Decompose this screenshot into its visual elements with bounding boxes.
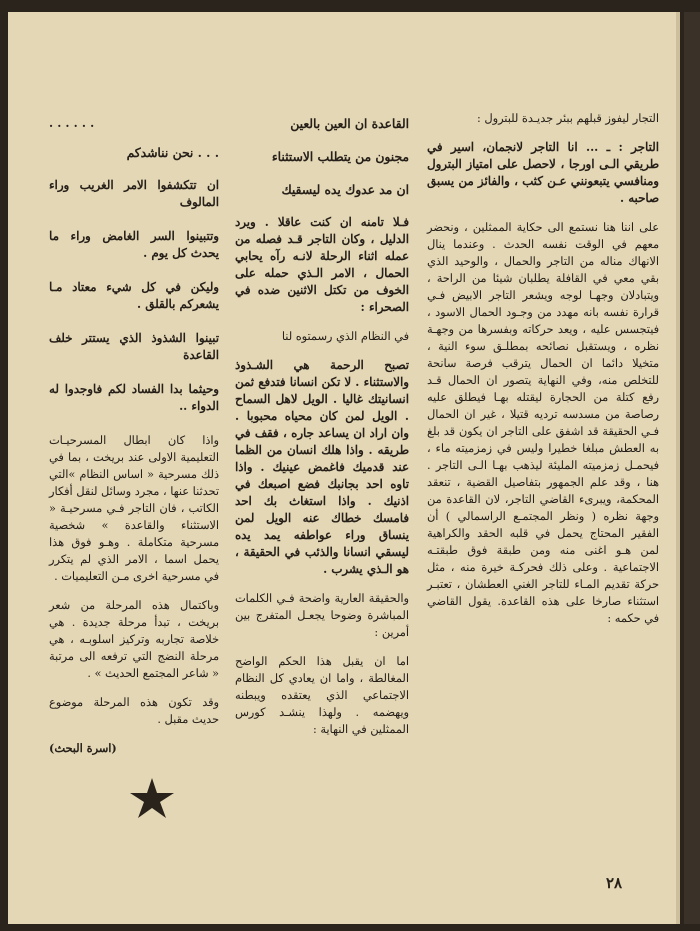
page-edge [684,12,700,924]
verse-line: تبينوا الشذوذ الذي يستتر خلف القاعدة [49,331,219,362]
verse-heading: ان مد عدوك يده ليسقيك [281,182,409,197]
paragraph: اما ان يقبل هذا الحكم الواضح المغالطة ، واما ان يعادي كل النظام الاجتماعي الذي يعتقده ويبطنه ويهضمه . ولهذا ينشـد كورس الممثلين في النهاية : [235,655,409,736]
verse-heading: مجنون من يتطلب الاستثناء [271,149,409,164]
paragraph: وقد تكون هذه المرحلة موضوع حديث مقبل . [49,696,219,726]
signature: (اسرة البحث) [49,741,117,755]
paragraph: وباكتمال هذه المرحلة من شعر بريخت ، تبدأ مرحلة جديدة . هي خلاصة تجاربه وتركيز اسلوبـه ، هي مرحلة النضج التي ترفعه الى مرتبة « شاعر المجتمع الحديث » . [49,599,219,680]
paragraph: التجار ليفوز قبلهم ببئر جديـدة للبترول : [477,112,659,125]
ellipsis: . . . . . . [49,116,95,130]
right-column [427,110,659,639]
paragraph: في النظام الذي رسمتوه لنا [281,330,409,343]
middle-column [235,115,409,750]
paragraph: واذا كان ابطال المسرحيـات التعليمية الاولى عند بريخت ، بما في ذلك مسرحية « اساس النظام »التي تحدثنا عنها ، مجرد وسائل لنقل أفكار الكاتب ، فان التاجر فـي مسرحيـة « الاستثناء والقاعدة » شخصية مسرحية متكاملة . وهـو فوق هذا يحمل اسما ، الامر الذي لم يتكرر في مسرحية اخرى مـن التعليميات . [49,434,219,583]
page-number: ٢٨ [606,874,623,892]
paragraph: والحقيقة العارية واضحة فـي الكلمات المباشرة وضوحا يجعـل المتفرج بين أمرين : [235,592,409,639]
verse-block: تصبح الرحمة هي الشـذوذ والاستثناء . لا تكن انسانا فتدفع ثمن انسانيتك غاليا . الويل لاهل السماح . الويل لمن كان محياه محبوبا . وان اراد ان يساعد جاره ، فقف في طريقه . واذا هلك انسان من الظما عند قدميك فاغمض عينيك . واذا تاوه احد بجانبك فضع اصبعك في اذنيك . واذا استغاث بك احد فامسك خطاك عنه الويل لمن ينساق وراء عواطفه يمد يده ليسقي انسانا والذئب في الحقيقة ، هو الـذي يشرب . [235,358,409,576]
verse-line: وحيثما بدا الفساد لكم فاوجدوا له الدواء .. [49,382,219,413]
paragraph: فـلا تامنه ان كنت عاقلا . ويرد الدليل ، وكان التاجر قـد فصله من عمله اثناء الرحلة لانـه رآه يحابي الحمال ، الامر الـذي حمله على الخوف من تكتل الاثنين ضده في الصحراء : [235,215,409,314]
star-icon [128,776,176,820]
verse-heading: . . . نحن نناشدكم [126,145,219,160]
verse-line: وليكن في كل شيء معتاد مـا يشعركم بالقلق . [49,280,219,311]
merchant-speech: التاجر : ـ ... انا التاجر لانجمان، اسير في طريقي الـى اورجا ، لاحصل على امتياز البترول ومنافسي يتبعونني عـن كثب ، والفائز من يسبق صاحبه . [427,140,659,205]
verse-line: ان تتكشفوا الامر الغريب وراء المالوف [49,178,219,209]
verse-line: وتتبينوا السر الغامض وراء ما يحدث كل يوم . [49,229,219,260]
paragraph: على اننا هنا نستمع الى حكاية الممثلين ، ونحضر معهم في الوقت نفسه الحدث . وعندما ينال الانهاك مناله من التاجر والحمال ، والوحيد الذي بقي معي في القافلة يطلبان شيئا من الراحة ، ويتبادلان وجهـا لوجه ويشعر التاجر الابيض فـي قرارة نفسه بانه مهدد من وجـود الحمال الاسود ، فيتجسس عليه ، ويعد حركاته وبفسرها من وجهـة نظره ، ويستقبل نصائحه بمطلـق سوء النية ، متخيلا دائما ان الحمال يترقب فرصة سانحة للتخلص منه، وفي النهاية يتصور ان الحمال قـد رفع كتلة من الحجارة ليقتله بهـا فيطلق عليه رصاصة من مسدسه ترديه قتيلا ، غير ان الحمال فـي الحقيقة قد اشفق على التاجر ان يكون قد بلغ به العطش مبلغا خطيرا وليس في زمزميته ماء ، فيحمـل زمزميته المليئة ليذهب بهـا الـى التاجر . هنا ، وقد علم الجمهور بتفاصيل القضية ، تنعقد المحكمة، ويبرىء القاضي التاجر، لان القاعدة من وجهة نظره ( ونظر المجتمـع الراسمالي ) أن الفقير المحتاج يحمل في قلبه الحقد والكراهية لمن هـو اغنى منه ومن طبقة فوق طبقتـه الاجتماعية . وعلى ذلك فحركـة خيرة منه ، مثل حركة تقديم المـاء للتاجر الغني العطشان ، تعتبـر استثناء صارخا على هذه القاعدة. يقول القاضي في حكمه : [427,221,659,625]
magazine-page [8,12,680,924]
verse-heading: القاعدة ان العين بالعين [290,116,409,131]
left-column [49,115,219,769]
